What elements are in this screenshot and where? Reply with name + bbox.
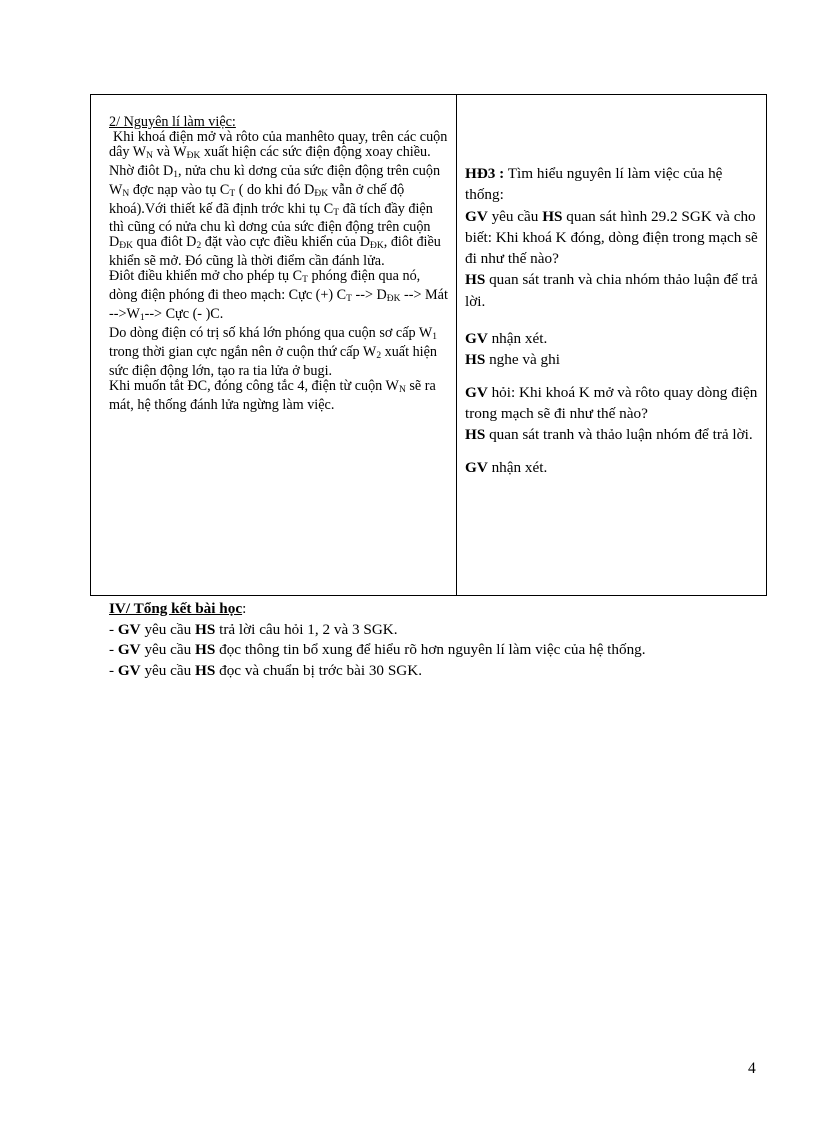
teacher-comment-2: GV nhận xét. — [465, 458, 548, 476]
lesson-table — [90, 94, 767, 596]
page-number: 4 — [748, 1060, 756, 1077]
teacher-question-2: GV hỏi: Khi khoá K mở và rôto quay dòng điện trong mạch sẽ đi như thế nào? — [465, 383, 758, 422]
activity-cell — [457, 95, 767, 596]
paragraph-1: Khi khoá điện mở và rôto của manhêto quay, trên các cuộn dây $W_N$ và $W_{ĐK}$ xuất hiện các sức điện động xoay chiều. — [109, 128, 448, 161]
summary-item: - GV yêu cầu HS trả lời câu hỏi 1, 2 và 3 SGK. — [109, 620, 398, 638]
teacher-comment-1: GV nhận xét. — [465, 330, 548, 348]
summary-heading: IV/ Tổng kết bài học: — [109, 600, 247, 617]
section-heading: 2/ Nguyên lí làm việc: — [109, 114, 236, 130]
student-response-2: HS nghe và ghi — [465, 351, 560, 369]
student-response-3: HS quan sát tranh và thảo luận nhóm để trả lời. — [465, 426, 753, 444]
table-row — [91, 95, 767, 596]
lesson-summary — [109, 599, 749, 681]
paragraph-2: Nhờ điôt $D_1$, nửa chu kì dơng của sức điện động trên cuộn $W_N$ đợc nạp vào tụ $C_T$ ( do khi đó $D_{ĐK}$ vẫn ở chế độ khoá).Với thiết kế đã định trớc khi tụ $C_T$ đã tích đầy điện thì cũng có nửa chu kì dơng của sức điện động trên cuộn $D_{ĐK}$ qua điôt $D_2$ đặt vào cực điều khiển của $D_{ĐK}$, điôt điều khiển sẽ mở. Đó cũng là thời điểm cần đánh lửa. — [109, 162, 441, 270]
teacher-question-1: GV yêu cầu HS quan sát hình 29.2 SGK và cho biết: Khi khoá K đóng, dòng điện trong mạch sẽ đi như thế nào? — [465, 207, 758, 268]
student-response-1: HS quan sát tranh và chia nhóm thảo luận để trả lời. — [465, 271, 758, 310]
summary-item: - GV yêu cầu HS đọc thông tin bổ xung để hiểu rõ hơn nguyên lí làm việc của hệ thống. — [109, 641, 646, 659]
paragraph-3: Điôt điều khiển mở cho phép tụ $C_T$ phóng điện qua nó, dòng điện phóng đi theo mạch: Cực (+) $C_T$ --> $D_{ĐK}$ --> Mát $-->W_1-->$ Cực (- )C. — [109, 268, 448, 323]
content-cell — [91, 95, 457, 596]
paragraph-4: Do dòng điện có trị số khá lớn phóng qua cuộn sơ cấp $W_1$ trong thời gian cực ngắn nên ở cuộn thứ cấp $W_2$ xuất hiện sức điện động lớn, tạo ra tia lửa ở bugi. — [109, 324, 438, 379]
activity-heading: HĐ3 : Tìm hiểu nguyên lí làm việc của hệ thống: — [465, 165, 723, 204]
summary-item: - GV yêu cầu HS đọc và chuẩn bị trớc bài 30 SGK. — [109, 661, 422, 679]
paragraph-5: Khi muốn tắt ĐC, đóng công tắc 4, điện từ cuộn $W_N$ sẽ ra mát, hệ thống đánh lửa ngừng làm việc. — [109, 377, 436, 413]
